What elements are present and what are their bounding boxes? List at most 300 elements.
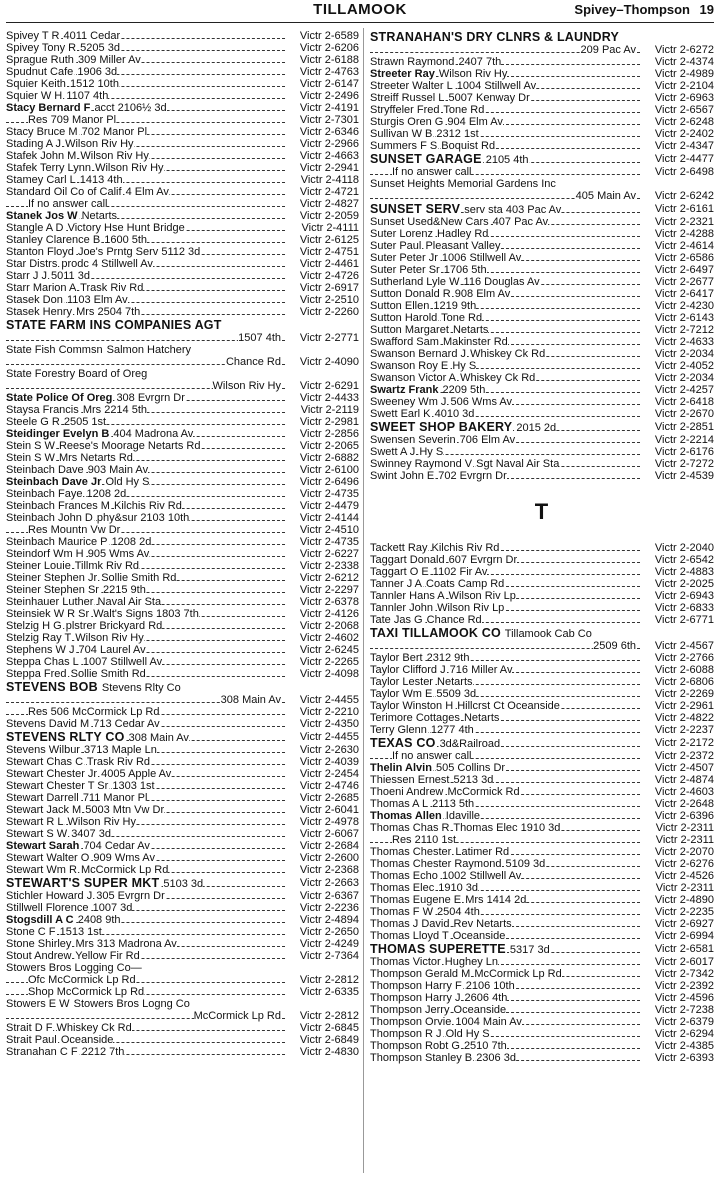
listing-phone: Victr 2-4894 [299, 914, 359, 926]
listing-row [6, 1034, 359, 1046]
listing-name: Swint John E [370, 470, 435, 482]
listing-row [6, 90, 359, 102]
listing-row [6, 42, 359, 54]
listing-name: Thompson Orvie [370, 1016, 452, 1028]
listing-name: Stacy Bernard F [6, 102, 91, 114]
listing-phone: Victr 2-6227 [299, 548, 359, 560]
listing-address: If no answer call [392, 166, 472, 178]
listing-row [370, 676, 714, 688]
listing-address: 2015 2d [516, 422, 557, 434]
listing-address: Naval Air Sta [97, 596, 162, 608]
listing-phone: Victr 2-4090 [299, 356, 359, 368]
listing-name: Taylor Bert [370, 652, 423, 664]
listing-phone: Victr 2-6943 [654, 590, 714, 602]
listing-address: 3407 3d [71, 828, 111, 840]
listing-row [6, 344, 359, 356]
listing-row [6, 524, 359, 536]
listing-address: Whiskey Ck Rd [56, 1022, 132, 1034]
listing-phone: Victr 2-4567 [654, 640, 714, 652]
listing-row [6, 356, 359, 368]
listing-row [370, 834, 714, 846]
listing-row [370, 216, 714, 228]
column-divider [363, 28, 364, 1173]
listing-row [6, 596, 359, 608]
listing-address: 1107 4th [66, 90, 109, 102]
listing-address: Yellow Fir Rd [75, 950, 140, 962]
listing-phone: Victr 2-2119 [300, 404, 359, 416]
listing-phone: Victr 2-6088 [654, 664, 714, 676]
listing-row [370, 56, 714, 68]
listing-address: 2312 9th [426, 652, 470, 664]
listing-name: Thompson Harry F [370, 980, 462, 992]
listing-name: Stasek Don [6, 294, 63, 306]
listing-row [6, 1022, 359, 1034]
listing-name: TEXAS CO [370, 736, 436, 750]
listing-row [370, 408, 714, 420]
listing-name: Thomas Echo [370, 870, 438, 882]
listing-name: Taylor Wm E [370, 688, 433, 700]
listing-phone: Victr 2-6581 [654, 943, 714, 955]
listing-address: 1413 4th [79, 174, 123, 186]
listing-phone: Victr 2-4126 [299, 608, 359, 620]
listing-address: 1507 4th [238, 332, 281, 344]
listing-row [6, 560, 359, 572]
listing-phone: Victr 2-2510 [299, 294, 359, 306]
listing-row [6, 198, 359, 210]
listing-address: 2306 3d [476, 1052, 516, 1064]
listing-name: Sutton Harold [370, 312, 438, 324]
listing-address: 607 Evrgrn Dr [448, 554, 518, 566]
listing-phone: Victr 2-4633 [654, 336, 714, 348]
listing-address: If no answer call [392, 750, 472, 762]
listing-address: 1002 Stillwell Av [441, 870, 522, 882]
listing-row [370, 336, 714, 348]
listing-row [370, 640, 714, 652]
listing-phone: Victr 2-2260 [299, 306, 359, 318]
listing-address: 4011 Cedar [63, 30, 121, 42]
listing-name: Stogsdill A C [6, 914, 74, 926]
listing-address: 702 Evrgrn Dr [438, 470, 507, 482]
listing-phone: Victr 2-2685 [299, 792, 359, 804]
listing-phone: Victr 2-4098 [299, 668, 359, 680]
listing-address: Wilson Riv Lp [437, 602, 505, 614]
listing-address: 5205 3d [80, 42, 120, 54]
listing-row [370, 906, 714, 918]
listing-phone: Victr 2-4249 [299, 938, 359, 950]
listing-row [6, 66, 359, 78]
listing-row [6, 294, 359, 306]
listing-name: Sunset Used&New Cars [370, 216, 489, 228]
listing-phone: Victr 2-6272 [654, 44, 714, 56]
listing-address: Wilson Riv Hy [67, 816, 136, 828]
listing-phone: Victr 2-6291 [299, 380, 359, 392]
listing-address: 3d&Railroad [439, 738, 501, 750]
listing-name: Swanson Victor A [370, 372, 457, 384]
listing-address: Hy S [452, 360, 477, 372]
listing-name: Stewart Chester T Sr [6, 780, 109, 792]
listing-phone: Victr 2-2496 [299, 90, 359, 102]
listing-row [370, 590, 714, 602]
listing-phone: Victr 2-2068 [299, 620, 359, 632]
listing-row [370, 664, 714, 676]
listing-phone: Victr 2-6498 [654, 166, 714, 178]
listing-name: Streeter Ray [370, 68, 435, 80]
listing-phone: Victr 2-2237 [654, 724, 714, 736]
listing-row [370, 1040, 714, 1052]
listing-address: Res 506 McCormick Lp Rd [28, 706, 160, 718]
listing-phone: Victr 2-6927 [654, 918, 714, 930]
listing-row [370, 626, 714, 640]
listing-name: TAXI TILLAMOOK CO [370, 626, 501, 640]
listing-address: 1303 1st [112, 780, 155, 792]
listing-address: McCormick Rd [447, 786, 520, 798]
listing-name: Swanson Bernard J [370, 348, 466, 360]
listing-phone: Victr 2-2104 [654, 80, 714, 92]
listing-name: SUNSET SERV [370, 202, 461, 216]
listing-row [370, 396, 714, 408]
listing-phone: Victr 2-4479 [299, 500, 359, 512]
listing-address: Hadley Rd [437, 228, 489, 240]
listing-row [370, 542, 714, 554]
listing-name: Stone C F [6, 926, 56, 938]
listing-name: Taggart O E [370, 566, 429, 578]
listing-name: Sutton Margaret [370, 324, 449, 336]
listing-row [6, 222, 359, 234]
listing-phone: Victr 2-2025 [654, 578, 714, 590]
listing-name: Suter Peter Jr [370, 252, 438, 264]
listing-address: 713 Cedar Av [93, 718, 160, 730]
listing-phone: Victr 2-6845 [299, 1022, 359, 1034]
listing-row [6, 1010, 359, 1022]
listing-row [370, 786, 714, 798]
listing-row [370, 384, 714, 396]
listing-name: Suter Peter Sr [370, 264, 440, 276]
listing-address: 905 Wms Av [87, 548, 150, 560]
listing-row [370, 894, 714, 906]
listing-name: Stowers Bros Logging Co— [6, 962, 142, 974]
listing-phone: Victr 2-2040 [654, 542, 714, 554]
listing-row [6, 718, 359, 730]
listing-name: State Forestry Board of Oreg [6, 368, 148, 380]
listing-address: Salmon Hatchery [106, 344, 192, 356]
listing-address: 2509 6th [593, 640, 636, 652]
listing-address: 5509 3d [436, 688, 477, 700]
listing-name: Steindorf Wm H [6, 548, 84, 560]
listing-name: Swartz Frank [370, 384, 439, 396]
listing-row [6, 584, 359, 596]
listing-address: 1513 1st [59, 926, 102, 938]
listing-row [370, 152, 714, 166]
listing-phone: Victr 2-4735 [299, 536, 359, 548]
listing-address: Netarts [437, 676, 473, 688]
listing-address: 1007 3d [92, 902, 133, 914]
listing-row [370, 882, 714, 894]
listing-address: 5317 3d [509, 944, 550, 956]
listing-name: Starr Marion A [6, 282, 77, 294]
listing-phone: Victr 2-2650 [299, 926, 359, 938]
listing-address: phy&sur 2103 10th [96, 512, 190, 524]
listing-address: Stevens Rlty Co [101, 682, 181, 694]
listing-row [370, 228, 714, 240]
listing-name: Thomas Victor [370, 956, 441, 968]
listing-name: Squier W H [6, 90, 63, 102]
listing-address: Trask Riv Rd [86, 756, 151, 768]
listing-row [370, 942, 714, 956]
listing-address: Sgt Naval Air Sta [476, 458, 560, 470]
listing-name: Stangle A D [6, 222, 64, 234]
listing-row [370, 312, 714, 324]
listing-phone: Victr 2-6418 [654, 396, 714, 408]
listing-address: Joe's Prntg Serv 5112 3d [77, 246, 201, 258]
listing-row [6, 512, 359, 524]
listing-row [370, 762, 714, 774]
t-listings [370, 542, 714, 1064]
listing-row [370, 614, 714, 626]
listing-name: Stading A J [6, 138, 62, 150]
listing-name: Spivey T R [6, 30, 60, 42]
listing-address: 704 Cedar Av [83, 840, 150, 852]
listing-address: 1706 5th [443, 264, 487, 276]
listing-phone: Victr 2-2663 [299, 877, 359, 889]
listing-address: Mrs Netarts Rd [58, 452, 133, 464]
listing-name: Thomas J David [370, 918, 450, 930]
listing-name: Sullivan W B [370, 128, 433, 140]
listing-row [6, 852, 359, 864]
listing-row [370, 750, 714, 762]
listing-name: Thomas A L [370, 798, 429, 810]
listing-name: STEVENS RLTY CO [6, 730, 125, 744]
listing-row [6, 306, 359, 318]
listing-name: Sweeney Wm J [370, 396, 447, 408]
listing-row [6, 234, 359, 246]
listing-address: 1512 10th [70, 78, 119, 90]
listing-row [370, 116, 714, 128]
listing-name: Stone Shirley [6, 938, 72, 950]
listing-name: Stewart Darrell [6, 792, 79, 804]
listing-row [370, 80, 714, 92]
listing-phone: Victr 2-6806 [654, 676, 714, 688]
listing-row [370, 688, 714, 700]
listing-name: SWEET SHOP BAKERY [370, 420, 513, 434]
listing-address: Wilson Riv Hy [212, 380, 281, 392]
listing-row [6, 258, 359, 270]
listing-name: Steinbach Faye [6, 488, 83, 500]
listing-address: Ofc McCormick Lp Rd [28, 974, 136, 986]
listing-row [370, 724, 714, 736]
listing-phone: Victr 2-2236 [299, 902, 359, 914]
listing-phone: Victr 2-4526 [654, 870, 714, 882]
listing-address: Res 2110 1st [392, 834, 457, 846]
listing-address: 716 Miller Av [449, 664, 513, 676]
listing-address: 2510 7th [463, 1040, 507, 1052]
listing-address: 909 Wms Av [93, 852, 155, 864]
listing-name: Taylor Winston H [370, 700, 454, 712]
listing-phone: Victr 2-2766 [654, 652, 714, 664]
listing-row [6, 816, 359, 828]
listing-name: State Fish Commsn [6, 344, 103, 356]
listing-row [6, 440, 359, 452]
listing-phone: Victr 2-6542 [654, 554, 714, 566]
listing-address: McCormick Lp Rd [193, 1010, 281, 1022]
listing-row [370, 846, 714, 858]
listing-name: Stelzig Ray T [6, 632, 72, 644]
listing-phone: Victr 2-2856 [299, 428, 359, 440]
listing-row [370, 810, 714, 822]
listing-address: 2106 10th [465, 980, 515, 992]
listing-name: Suter Paul [370, 240, 422, 252]
listing-name: Stafek Terry Lynn [6, 162, 91, 174]
listing-name: Stanton Floyd [6, 246, 74, 258]
listing-phone: Victr 2-2321 [654, 216, 714, 228]
listing-address: 1007 Stillwell Av [82, 656, 163, 668]
listing-address: McCormick Lp Rd [80, 864, 169, 876]
listing-name: SUNSET GARAGE [370, 152, 482, 166]
listing-phone: Victr 2-7342 [654, 968, 714, 980]
listing-address: Netarts [463, 712, 500, 724]
listing-address: Idaville [445, 810, 481, 822]
listing-address: Reese's Moorage Netarts Rd [58, 440, 201, 452]
listing-name: Thompson Gerald M [370, 968, 471, 980]
listing-phone: Victr 2-2600 [299, 852, 359, 864]
listing-name: Thompson Jerry [370, 1004, 450, 1016]
listing-phone: Victr 2-4350 [299, 718, 359, 730]
listing-name: Stephens W J [6, 644, 75, 656]
listing-name: Thomas Chester [370, 846, 452, 858]
listing-row [6, 890, 359, 902]
listing-row [370, 178, 714, 190]
listing-phone: Victr 2-2771 [299, 332, 359, 344]
listing-name: Tate Jas G [370, 614, 423, 626]
listing-phone: Victr 2-7364 [299, 950, 359, 962]
listing-phone: Victr 2-2684 [299, 840, 359, 852]
listing-address: 2209 5th [442, 384, 486, 396]
listing-phone: Victr 2-6417 [654, 288, 714, 300]
listing-phone: Victr 2-2966 [299, 138, 359, 150]
listing-address: Chance Rd [426, 614, 482, 626]
listing-phone: Victr 2-4827 [299, 198, 359, 210]
listing-phone: Victr 2-6567 [654, 104, 714, 116]
listing-address: Netarts [452, 324, 489, 336]
listing-phone: Victr 2-2392 [654, 980, 714, 992]
listing-row [6, 318, 359, 332]
listing-row [6, 392, 359, 404]
listing-address: 505 Collins Dr [436, 762, 506, 774]
listing-row [6, 452, 359, 464]
listing-name: Steppa Chas L [6, 656, 79, 668]
listing-phone: Victr 2-6589 [299, 30, 359, 42]
listing-row [6, 804, 359, 816]
listing-row [6, 926, 359, 938]
listing-name: Streiff Russel L [370, 92, 445, 104]
listing-name: Taggart Donald [370, 554, 445, 566]
listing-address: Sollie Smith Rd [101, 572, 177, 584]
listing-name: THOMAS SUPERETTE [370, 942, 506, 956]
listing-row [370, 980, 714, 992]
listing-name: Sutton Donald R [370, 288, 451, 300]
listing-address: 5003 Mtn Vw Dr [85, 804, 165, 816]
listing-address: Wilson Riv Lp [448, 590, 516, 602]
listing-name: STATE FARM INS COMPANIES AGT [6, 318, 222, 332]
listing-row [6, 246, 359, 258]
listing-address: Tone Rd [443, 104, 485, 116]
listing-name: Stichler Howard J [6, 890, 93, 902]
listing-phone: Victr 2-6917 [299, 282, 359, 294]
listing-row [370, 918, 714, 930]
listing-address: 308 Main Av [128, 732, 189, 744]
listing-row [370, 288, 714, 300]
listing-address: Latimer Rd [455, 846, 510, 858]
listing-row [6, 902, 359, 914]
listing-row [6, 464, 359, 476]
listing-name: Swett A J [370, 446, 416, 458]
listing-phone: Victr 2-4385 [654, 1040, 714, 1052]
listing-address: Kilchis Riv Rd [114, 500, 182, 512]
listing-name: Squier Keith [6, 78, 66, 90]
listing-row [370, 1052, 714, 1064]
listing-phone: Victr 2-2981 [299, 416, 359, 428]
listing-address: 1103 Elm Av [66, 294, 128, 306]
listing-row [370, 652, 714, 664]
listing-address: 404 Madrona Av [113, 428, 194, 440]
listing-phone: Victr 2-6188 [299, 54, 359, 66]
listing-address: 2505 1st [63, 416, 107, 428]
listing-phone: Victr 2-6242 [654, 190, 714, 202]
listing-row [370, 276, 714, 288]
listing-row [6, 656, 359, 668]
listing-row [370, 202, 714, 216]
listing-name: Swensen Severin [370, 434, 456, 446]
listing-row [6, 380, 359, 392]
listing-row [6, 864, 359, 876]
listing-phone: Victr 2-7238 [654, 1004, 714, 1016]
listing-phone: Victr 2-6245 [299, 644, 359, 656]
listing-row [370, 30, 714, 44]
listing-phone: Victr 2-4822 [654, 712, 714, 724]
listing-address: Wilson Riv Hy [75, 632, 144, 644]
listing-row [370, 1004, 714, 1016]
listing-address: 407 Pac Av [492, 216, 549, 228]
listing-name: Stewart Sarah [6, 840, 80, 852]
listing-name: Steinbach Maurice P [6, 536, 108, 548]
listing-name: Steinbach Dave [6, 464, 84, 476]
listing-phone: Victr 2-6771 [654, 614, 714, 626]
listing-row [6, 962, 359, 974]
listing-address: Tillmk Riv Rd [74, 560, 140, 572]
listing-row [6, 78, 359, 90]
listing-row [6, 914, 359, 926]
listing-row [6, 114, 359, 126]
listing-phone: Victr 2-2372 [654, 750, 714, 762]
listing-address: 5109 3d [505, 858, 546, 870]
listing-row [370, 930, 714, 942]
listing-row [370, 360, 714, 372]
listing-phone: Victr 2-4230 [654, 300, 714, 312]
listing-row [6, 102, 359, 114]
listing-row [370, 602, 714, 614]
listing-name: Strait Paul [6, 1034, 57, 1046]
listing-row [6, 632, 359, 644]
listing-phone: Victr 2-2059 [299, 210, 359, 222]
listing-name: Swanson Roy E [370, 360, 449, 372]
listing-name: Streeter Walter L [370, 80, 453, 92]
listing-name: Stevens Wilbur [6, 744, 80, 756]
listing-name: Stein S W [6, 440, 55, 452]
listing-address: 5007 Kenway Dr [448, 92, 530, 104]
listing-row [370, 870, 714, 882]
listing-phone: Victr 2-4455 [299, 731, 359, 743]
listing-address: Hy S [419, 446, 444, 458]
listing-name: Stanley Clarence B [6, 234, 101, 246]
